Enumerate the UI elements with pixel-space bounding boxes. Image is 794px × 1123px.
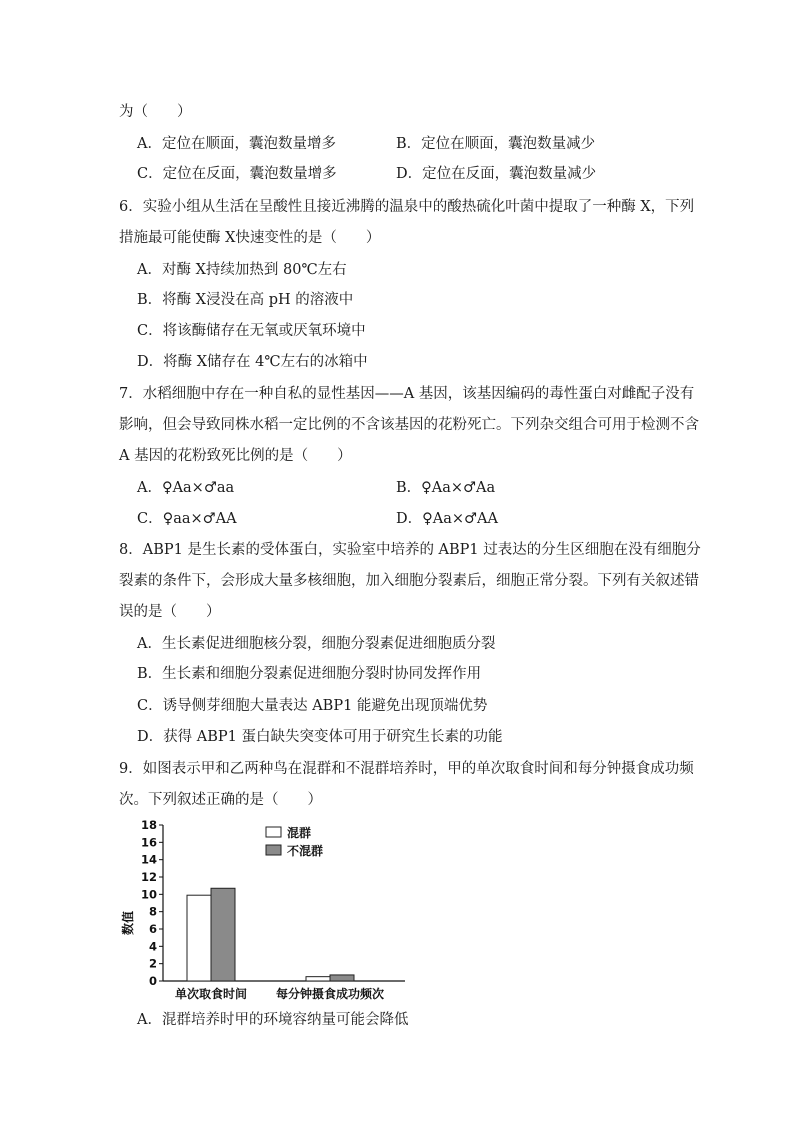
y-tick-label: 12 — [140, 870, 157, 884]
question-8-stem-end: 误的是（ ） — [119, 604, 221, 620]
question-8-stem: 8．ABP1 是生长素的受体蛋白，实验室中培养的 ABP1 过表达的分生区细胞在没有细胞分 — [119, 542, 701, 558]
bar-mixed — [306, 977, 330, 981]
y-axis-label: 数值 — [121, 910, 135, 936]
x-category-label: 单次取食时间 — [174, 987, 248, 1001]
bar-unmixed — [330, 975, 354, 981]
legend-swatch-mixed — [266, 827, 281, 837]
bar-unmixed — [211, 888, 235, 981]
question-6-stem: 6．实验小组从生活在呈酸性且接近沸腾的温泉中的酸热硫化叶菌中提取了一种酶 X，下列 — [119, 199, 695, 215]
y-tick-label: 14 — [140, 852, 157, 867]
question-6-stem-cont: 措施最可能使酶 X快速变性的是（ ） — [119, 230, 381, 246]
bar-chart — [118, 815, 418, 1005]
option-6c: C．将该酶储存在无氧或厌氧环境中 — [137, 323, 366, 339]
legend-label-mixed: 混群 — [287, 826, 312, 840]
option-8d: D．获得 ABP1 蛋白缺失突变体可用于研究生长素的功能 — [137, 729, 503, 745]
option-5c: C．定位在反面，囊泡数量增多 — [137, 166, 337, 182]
question-5-stem-tail: 为（ ） — [119, 104, 192, 120]
x-category-label: 每分钟摄食成功频次 — [275, 987, 385, 1001]
option-7c: C．♀aa×♂AA — [137, 511, 237, 527]
bar-mixed — [187, 895, 211, 981]
option-7d: D．♀Aa×♂AA — [396, 511, 498, 527]
y-tick-label: 8 — [148, 904, 157, 919]
option-5b: B．定位在顺面，囊泡数量减少 — [396, 136, 596, 152]
option-6a: A．对酶 X持续加热到 80℃左右 — [137, 262, 347, 278]
option-9a: A．混群培养时甲的环境容纳量可能会降低 — [137, 1012, 409, 1028]
option-8a: A．生长素促进细胞核分裂，细胞分裂素促进细胞质分裂 — [137, 636, 496, 652]
option-6d: D．将酶 X储存在 4℃左右的冰箱中 — [137, 354, 368, 370]
y-tick-label: 4 — [148, 939, 157, 954]
question-7-stem: 7．水稻细胞中存在一种自私的显性基因——A 基因，该基因编码的毒性蛋白对雌配子没有 — [119, 386, 695, 402]
question-7-stem-end: A 基因的花粉致死比例的是（ ） — [119, 448, 352, 464]
question-9-stem-cont: 次。下列叙述正确的是（ ） — [119, 792, 322, 808]
option-7b: B．♀Aa×♂Aa — [396, 480, 496, 496]
question-9-stem: 9．如图表示甲和乙两种鸟在混群和不混群培养时，甲的单次取食时间和每分钟摄食成功频 — [119, 761, 694, 777]
option-5d: D．定位在反面，囊泡数量减少 — [396, 166, 597, 182]
option-7a: A．♀Aa×♂aa — [137, 480, 235, 496]
option-8c: C．诱导侧芽细胞大量表达 ABP1 能避免出现顶端优势 — [137, 698, 488, 714]
question-7-stem-cont: 影响，但会导致同株水稻一定比例的不含该基因的花粉死亡。下列杂交组合可用于检测不含 — [119, 417, 699, 433]
legend-label-unmixed: 不混群 — [287, 844, 324, 858]
option-6b: B．将酶 X浸没在高 pH 的溶液中 — [137, 292, 354, 308]
y-tick-label: 16 — [140, 835, 157, 850]
y-tick-label: 2 — [148, 956, 157, 971]
y-tick-label: 18 — [140, 818, 157, 832]
y-tick-label: 0 — [148, 974, 157, 988]
y-tick-label: 6 — [148, 922, 157, 936]
legend-swatch-unmixed — [266, 845, 281, 855]
option-5a: A．定位在顺面，囊泡数量增多 — [137, 136, 336, 152]
option-8b: B．生长素和细胞分裂素促进细胞分裂时协同发挥作用 — [137, 666, 482, 682]
y-tick-label: 10 — [140, 887, 157, 902]
question-8-stem-cont: 裂素的条件下，会形成大量多核细胞，加入细胞分裂素后，细胞正常分裂。下列有关叙述错 — [119, 573, 699, 589]
